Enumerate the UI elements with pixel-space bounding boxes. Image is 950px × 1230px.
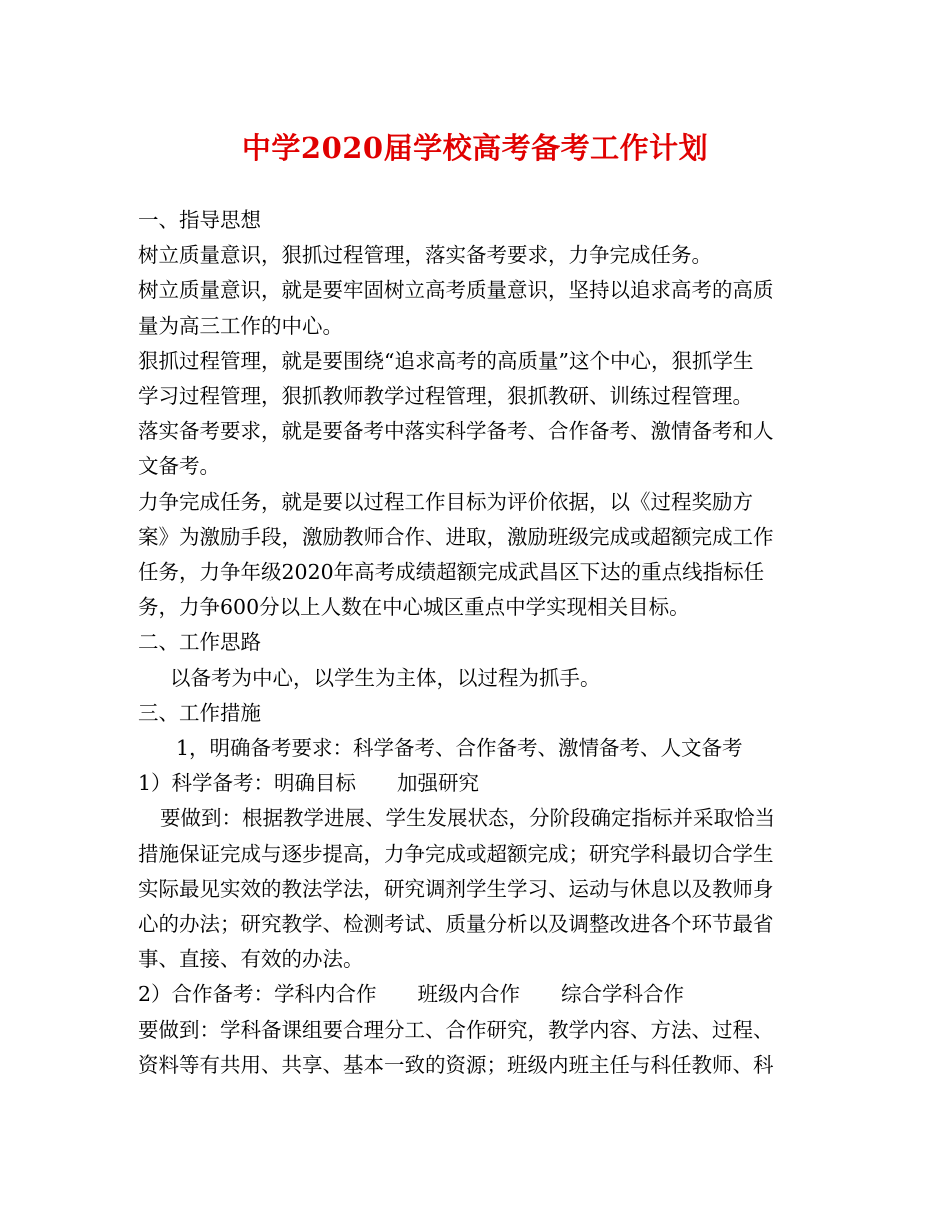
section-heading-guiding-ideology: 一、指导思想: [138, 208, 261, 232]
document-title: 中学2020届学校高考备考工作计划: [241, 131, 709, 165]
list-item-heading: 1，明确备考要求：科学备考、合作备考、激情备考、人文备考: [176, 736, 743, 761]
paragraph-line: 量为高三工作的中心。: [138, 313, 343, 338]
paragraph-line: 以备考为中心，以学生为主体，以过程为抓手。: [170, 665, 601, 690]
paragraph-line: 树立质量意识，就是要牢固树立高考质量意识，坚持以追求高考的高质: [138, 278, 774, 303]
document-body: [138, 203, 818, 1083]
subsection-heading-scientific-prep: 1）科学备考：明确目标 加强研究: [138, 771, 480, 796]
paragraph-line: 学习过程管理，狠抓教师教学过程管理，狠抓教研、训练过程管理。: [138, 384, 753, 409]
paragraph-line: 心的办法；研究教学、检测考试、质量分析以及调整改进各个环节最省: [138, 912, 774, 937]
paragraph-line: 树立质量意识，狠抓过程管理，落实备考要求，力争完成任务。: [138, 243, 712, 268]
paragraph-line: 任务，力争年级2020年高考成绩超额完成武昌区下达的重点线指标任: [138, 560, 765, 585]
paragraph-line: 案》为激励手段，激励教师合作、进取，激励班级完成或超额完成工作: [138, 524, 774, 549]
section-heading-work-approach: 二、工作思路: [138, 630, 261, 655]
paragraph-line: 要做到：根据教学进展、学生发展状态，分阶段确定指标并采取恰当: [160, 806, 775, 831]
paragraph-line: 措施保证完成与逐步提高，力争完成或超额完成；研究学科最切合学生: [138, 841, 774, 866]
paragraph-line: 要做到：学科备课组要合理分工、合作研究，教学内容、方法、过程、: [138, 1017, 774, 1042]
paragraph-line: 实际最见实效的教法学法，研究调剂学生学习、运动与休息以及教师身: [138, 876, 774, 901]
paragraph-line: 狠抓过程管理，就是要围绕“追求高考的高质量”这个中心，狠抓学生: [138, 348, 754, 373]
paragraph-line: 文备考。: [138, 454, 220, 479]
paragraph-line: 事、直接、有效的办法。: [138, 947, 364, 972]
paragraph-line: 力争完成任务，就是要以过程工作目标为评价依据，以《过程奖励方: [138, 489, 753, 514]
paragraph-line: 务，力争600分以上人数在中心城区重点中学实现相关目标。: [138, 595, 690, 620]
paragraph-line: 资料等有共用、共享、基本一致的资源；班级内班主任与科任教师、科: [138, 1052, 774, 1077]
subsection-heading-cooperative-prep: 2）合作备考：学科内合作 班级内合作 综合学科合作: [138, 982, 685, 1007]
paragraph-line: 落实备考要求，就是要备考中落实科学备考、合作备考、激情备考和人: [138, 419, 774, 444]
section-heading-work-measures: 三、工作措施: [138, 700, 261, 725]
